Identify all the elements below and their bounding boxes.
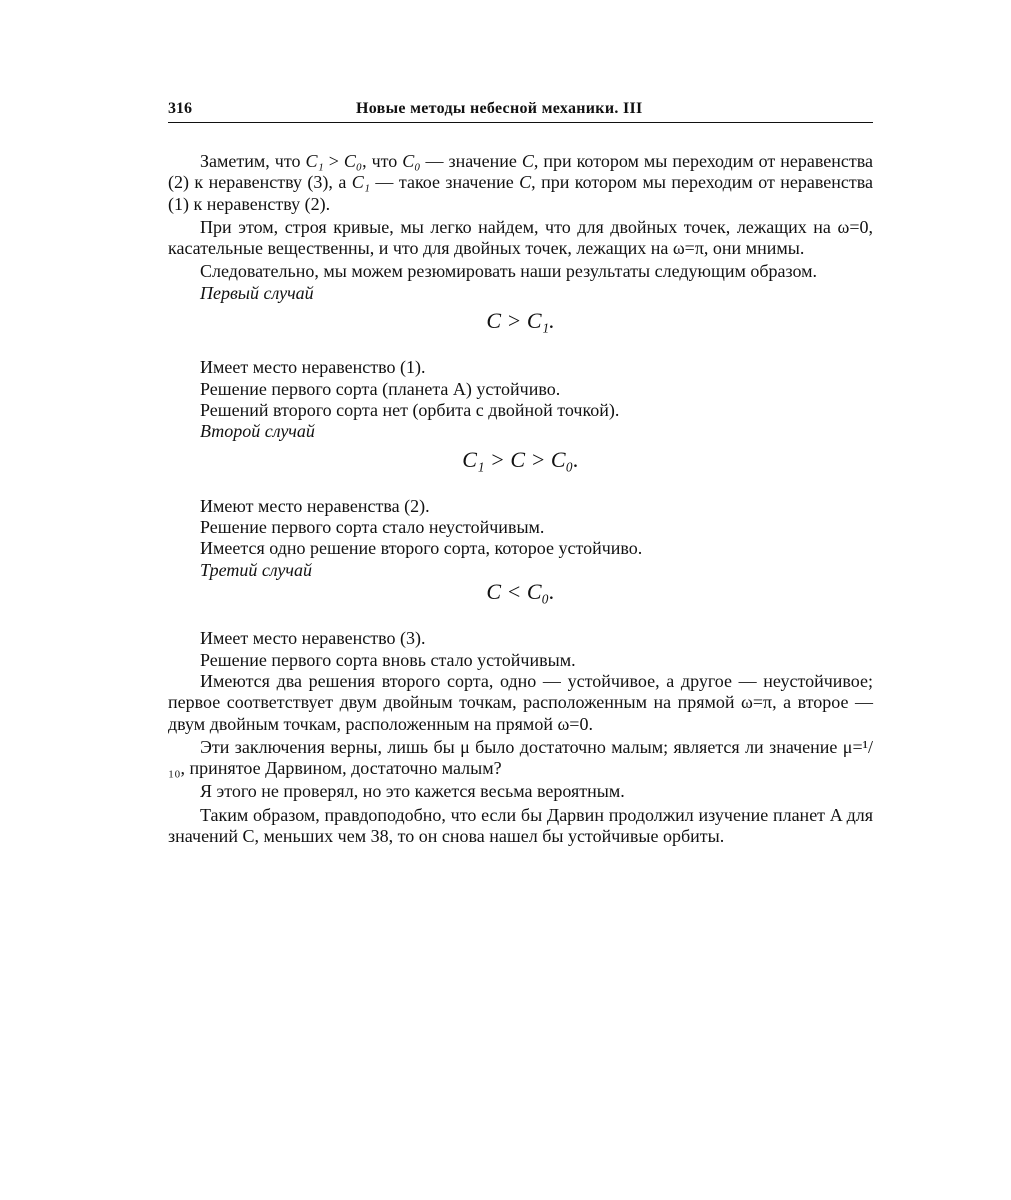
case-1-line-1: Имеет место неравенство (1). (200, 357, 426, 378)
case-2-line-1: Имеют место неравенства (2). (200, 495, 430, 516)
symbol-c0: C₀ (343, 151, 363, 171)
paragraph-conclusion: Таким образом, правдоподобно, что если бы Дарвин продолжил изучение планет A для значений C, меньших чем 38, то он снова нашел бы устойчивые орбиты. (168, 804, 873, 847)
running-title: Новые методы небесной механики. III (356, 100, 643, 117)
case-3-line-2: Решение первого сорта вновь стало устойчивым. (200, 649, 576, 670)
formula-case-3: C < C₀. (486, 579, 555, 605)
page-number: 316 (168, 100, 192, 117)
symbol-c1: C₁ (305, 151, 324, 171)
case-title-1: Первый случай (200, 282, 314, 303)
page-body (168, 151, 873, 847)
case-title-2: Второй случай (200, 421, 315, 442)
paragraph-curves: При этом, строя кривые, мы легко найдем, что для двойных точек, лежащих на ω=0, касательные вещественны, и что для двойных точек, лежащих на ω=π, они мнимы. (168, 216, 873, 259)
paragraph-two-solutions: Имеются два решения второго сорта, одно — устойчивое, а другое — неустойчивое; первое соответствует двум двойным точкам, расположенным на прямой ω=π, а второе — двум двойным точкам, расположенным на прямой ω=0. (168, 670, 873, 734)
paragraph-mu: Эти заключения верны, лишь бы μ было достаточно малым; является ли значение μ=¹/₁₀, принятое Дарвином, достаточно малым? (168, 736, 873, 779)
book-page (168, 98, 873, 847)
case-1-line-2: Решение первого сорта (планета A) устойчиво. (200, 378, 561, 399)
paragraph-intro: Заметим, что C₁ > C₀, что C₀ — значение C, при котором мы переходим от неравенства (2) к неравенству (3), а C₁ — такое значение C, при котором мы переходим от неравенства (1) к неравенству (2). (168, 151, 874, 214)
formula-case-1: C > C₁. (486, 308, 555, 334)
paragraph-summary: Следовательно, мы можем резюмировать наши результаты следующим образом. (200, 261, 818, 282)
paragraph-not-checked: Я этого не проверял, но это кажется весьма вероятным. (200, 781, 625, 802)
case-1-line-3: Решений второго сорта нет (орбита с двойной точкой). (200, 399, 620, 420)
case-3-line-1: Имеет место неравенство (3). (200, 628, 426, 649)
case-2-line-2: Решение первого сорта стало неустойчивым. (200, 517, 545, 538)
case-title-3: Третий случай (200, 559, 312, 580)
case-2-line-3: Имеется одно решение второго сорта, которое устойчиво. (200, 538, 643, 559)
formula-case-2: C₁ > C > C₀. (462, 446, 579, 472)
page-header (168, 98, 873, 123)
